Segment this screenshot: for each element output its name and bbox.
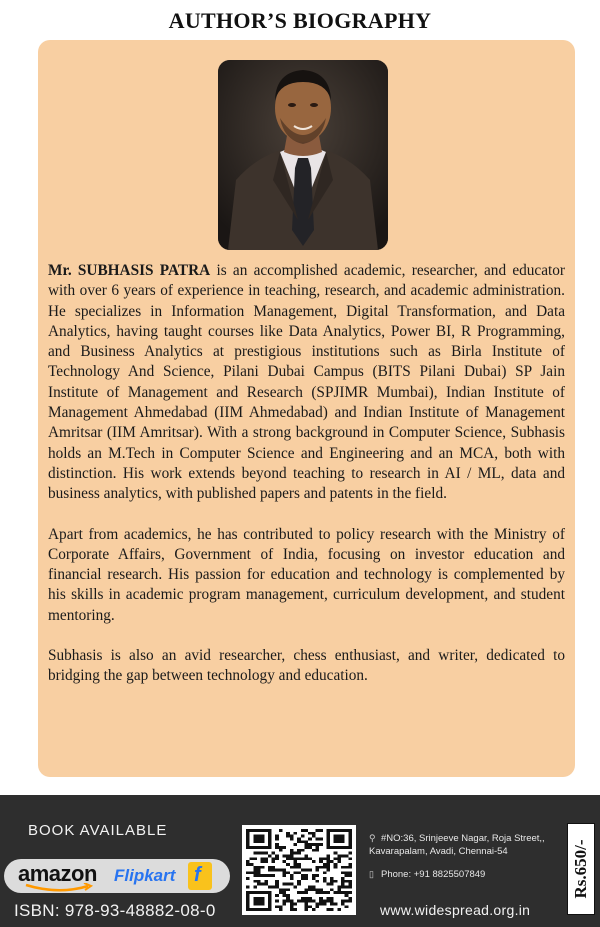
page-title: AUTHOR’S BIOGRAPHY bbox=[168, 8, 432, 33]
address bbox=[369, 832, 559, 858]
phone-text: Phone: +91 8825507849 bbox=[381, 869, 486, 880]
phone bbox=[369, 868, 485, 881]
bio-paragraph-1 bbox=[48, 261, 565, 505]
address-text: #NO:36, Srinjeeve Nagar, Roja Street,, Kavarapalam, Avadi, Chennai-54 bbox=[369, 833, 545, 857]
phone-icon: ▯ bbox=[369, 869, 374, 879]
qr-code-icon[interactable] bbox=[242, 825, 356, 915]
isbn: ISBN: 978-93-48882-08-0 bbox=[14, 901, 216, 920]
bio-paragraph-2: Apart from academics, he has contributed to policy research with the Ministry of Corporate Affairs, Government of India, focusing on investor education and financial research. His passion for education and technology is complemented by his skills in academic program management, curriculum development, and student mentoring. bbox=[48, 525, 565, 624]
biography-text bbox=[48, 261, 565, 707]
price-badge bbox=[567, 823, 595, 915]
book-available-label: BOOK AVAILABLE bbox=[28, 822, 168, 839]
flipkart-logo[interactable]: Flipkart bbox=[114, 866, 176, 885]
flipkart-bag-icon bbox=[188, 862, 212, 890]
footer bbox=[0, 795, 600, 927]
location-pin-icon: ⚲ bbox=[369, 833, 376, 843]
website-link[interactable]: www.widespread.org.in bbox=[380, 902, 531, 918]
bio-paragraph-1-body: is an accomplished academic, researcher, and educator with over 6 years of experience in teaching, research, and academic administration. He specializes in Information Management, Digital Transformation, and Data Analytics, having taught courses like Data Analytics, Power BI, R Programming, and Business Analytics at prestigious institutions such as Birla Institute of Technology And Science, Pilani Dubai Campus (BITS Pilani Dubai) SP Jain Institute of Management and Research (SPJIMR Mumbai), Indian Institute of Management Ahmedabad (IIM Ahmedabad) and Indian Institute of Management Amritsar (IIM Amritsar). With a strong background in Computer Science, Subhasis holds an M.Tech in Computer Science and Engineering and an MCA, both with distinction. His work extends beyond teaching to research in AI / ML, data and business analytics, with published papers and patents in the field. bbox=[48, 262, 565, 503]
bio-paragraph-3: Subhasis is also an avid researcher, chess enthusiast, and writer, dedicated to bridging the gap between technology and education. bbox=[48, 647, 565, 685]
flipkart-bag-letter: f bbox=[194, 864, 201, 886]
author-name: Mr. SUBHASIS PATRA bbox=[48, 262, 211, 279]
amazon-smile-icon bbox=[24, 883, 94, 893]
amazon-logo[interactable]: amazon bbox=[18, 861, 97, 886]
price-text: Rs.650/- bbox=[571, 839, 590, 899]
store-logos bbox=[4, 859, 230, 893]
author-photo bbox=[218, 60, 388, 250]
